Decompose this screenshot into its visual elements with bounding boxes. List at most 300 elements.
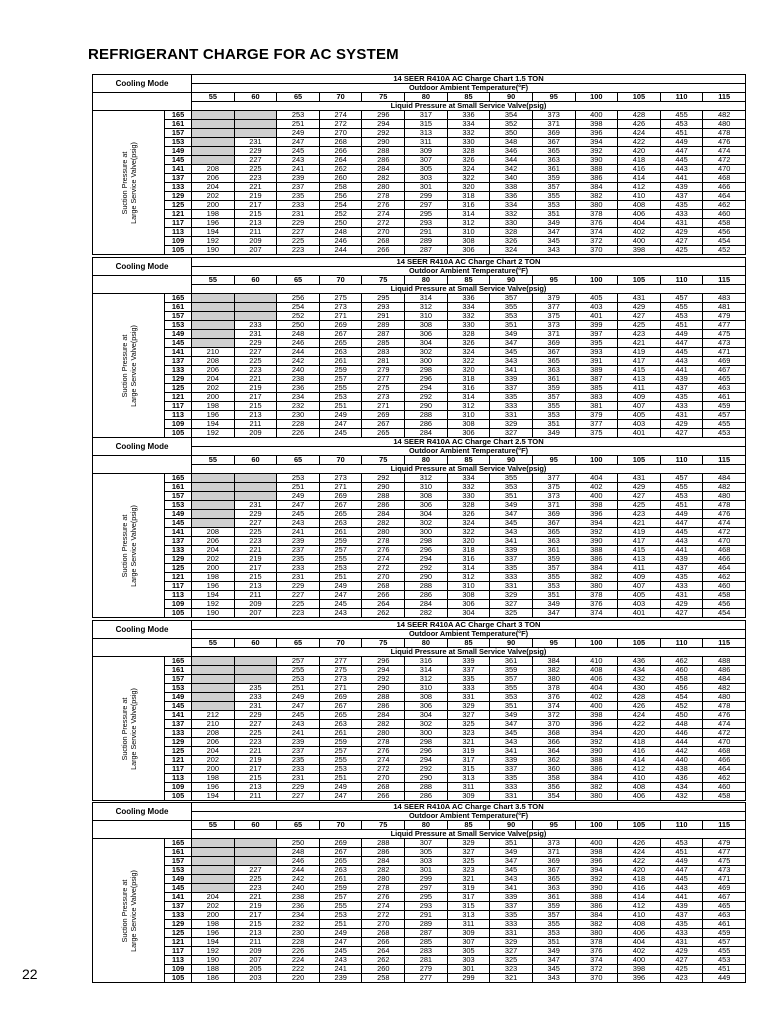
liquid-pressure-value: 213 [234, 929, 277, 938]
liquid-pressure-value: 194 [192, 228, 235, 237]
empty-cell [192, 702, 235, 711]
table-row [93, 693, 746, 702]
suction-pressure-value: 161 [165, 666, 192, 675]
liquid-pressure-value: 379 [532, 294, 575, 303]
liquid-pressure-value: 196 [192, 582, 235, 591]
liquid-pressure-value: 455 [660, 483, 703, 492]
liquid-pressure-value: 225 [234, 165, 277, 174]
liquid-pressure-value: 359 [532, 384, 575, 393]
liquid-pressure-value: 357 [490, 294, 533, 303]
liquid-pressure-value: 223 [277, 609, 320, 618]
liquid-pressure-value: 320 [447, 366, 490, 375]
liquid-pressure-value: 310 [447, 228, 490, 237]
liquid-pressure-value: 479 [703, 312, 746, 321]
liquid-pressure-value: 359 [490, 666, 533, 675]
liquid-pressure-value: 209 [234, 947, 277, 956]
liquid-pressure-value: 343 [490, 738, 533, 747]
liquid-pressure-value: 431 [618, 294, 661, 303]
liquid-pressure-value: 413 [618, 375, 661, 384]
liquid-pressure-value: 294 [362, 120, 405, 129]
temperature-header: 105 [618, 276, 661, 285]
liquid-pressure-value: 344 [490, 156, 533, 165]
liquid-pressure-value: 341 [490, 747, 533, 756]
temperature-header: 95 [532, 821, 575, 830]
charge-table [92, 620, 746, 801]
outdoor-temp-header: Outdoor Ambient Temperature(°F) [192, 630, 746, 639]
liquid-pressure-value: 228 [277, 938, 320, 947]
liquid-pressure-value: 303 [405, 174, 448, 183]
header-spacer [93, 648, 192, 657]
liquid-pressure-value: 361 [532, 375, 575, 384]
temperature-header: 110 [660, 276, 703, 285]
liquid-pressure-value: 353 [490, 483, 533, 492]
liquid-pressure-value: 296 [405, 546, 448, 555]
liquid-pressure-value: 272 [362, 564, 405, 573]
liquid-pressure-value: 347 [490, 339, 533, 348]
table-row [93, 183, 746, 192]
liquid-pressure-value: 355 [532, 573, 575, 582]
temperature-header: 70 [319, 639, 362, 648]
liquid-pressure-value: 293 [405, 219, 448, 228]
temperature-header: 110 [660, 639, 703, 648]
liquid-pressure-value: 248 [319, 228, 362, 237]
liquid-pressure-value: 235 [234, 684, 277, 693]
liquid-pressure-value: 213 [234, 783, 277, 792]
liquid-pressure-value: 373 [532, 839, 575, 848]
liquid-pressure-value: 412 [618, 183, 661, 192]
liquid-pressure-value: 455 [703, 420, 746, 429]
liquid-pressure-value: 427 [660, 609, 703, 618]
liquid-pressure-value: 219 [234, 192, 277, 201]
liquid-pressure-value: 204 [192, 747, 235, 756]
liquid-pressure-value: 482 [703, 483, 746, 492]
suction-pressure-value: 141 [165, 893, 192, 902]
liquid-pressure-value: 431 [660, 219, 703, 228]
liquid-pressure-value: 410 [575, 657, 618, 666]
liquid-pressure-value: 433 [660, 929, 703, 938]
liquid-pressure-value: 472 [703, 156, 746, 165]
suction-pressure-value: 125 [165, 929, 192, 938]
liquid-pressure-value: 312 [447, 573, 490, 582]
liquid-pressure-value: 479 [703, 839, 746, 848]
liquid-pressure-value: 452 [660, 702, 703, 711]
outdoor-temp-header: Outdoor Ambient Temperature(°F) [192, 447, 746, 456]
page-title: REFRIGERANT CHARGE FOR AC SYSTEM [88, 46, 399, 63]
liquid-pressure-value: 405 [618, 591, 661, 600]
liquid-pressure-value: 401 [618, 429, 661, 438]
temperature-header: 100 [575, 639, 618, 648]
liquid-pressure-value: 374 [532, 702, 575, 711]
liquid-pressure-value: 402 [575, 693, 618, 702]
liquid-pressure-value: 336 [447, 111, 490, 120]
empty-cell [192, 294, 235, 303]
liquid-pressure-value: 251 [277, 120, 320, 129]
liquid-pressure-value: 390 [575, 156, 618, 165]
liquid-pressure-value: 475 [703, 857, 746, 866]
liquid-pressure-value: 474 [703, 147, 746, 156]
liquid-pressure-value: 310 [405, 684, 448, 693]
empty-cell [192, 312, 235, 321]
liquid-pressure-value: 241 [277, 729, 320, 738]
liquid-pressure-value: 460 [660, 666, 703, 675]
table-row [93, 246, 746, 255]
liquid-pressure-value: 277 [319, 657, 362, 666]
charge-table [92, 257, 746, 438]
liquid-pressure-value: 222 [277, 965, 320, 974]
liquid-pressure-value: 208 [192, 357, 235, 366]
suction-pressure-value: 113 [165, 774, 192, 783]
liquid-pressure-value: 256 [277, 294, 320, 303]
empty-cell [192, 138, 235, 147]
liquid-pressure-value: 225 [234, 875, 277, 884]
suction-pressure-value: 121 [165, 938, 192, 947]
liquid-pressure-value: 375 [532, 312, 575, 321]
suction-pressure-label-wrap [93, 111, 164, 254]
liquid-pressure-value: 249 [319, 929, 362, 938]
liquid-pressure-value: 223 [234, 738, 277, 747]
table-row [93, 684, 746, 693]
header-spacer [93, 276, 192, 285]
suction-pressure-label [93, 111, 165, 255]
empty-cell [234, 129, 277, 138]
liquid-pressure-value: 370 [532, 720, 575, 729]
liquid-pressure-value: 306 [405, 501, 448, 510]
liquid-pressure-value: 246 [319, 237, 362, 246]
table-row [93, 756, 746, 765]
liquid-pressure-value: 445 [660, 348, 703, 357]
liquid-pressure-value: 385 [575, 384, 618, 393]
liquid-pressure-value: 431 [660, 411, 703, 420]
liquid-pressure-value: 456 [703, 228, 746, 237]
liquid-pressure-value: 464 [703, 765, 746, 774]
liquid-pressure-value: 372 [532, 711, 575, 720]
liquid-pressure-value: 399 [575, 321, 618, 330]
table-row [93, 519, 746, 528]
liquid-pressure-value: 228 [277, 420, 320, 429]
liquid-pressure-value: 213 [234, 582, 277, 591]
liquid-pressure-value: 408 [618, 920, 661, 929]
liquid-pressure-value: 380 [575, 792, 618, 801]
table-row [93, 330, 746, 339]
liquid-pressure-value: 453 [703, 956, 746, 965]
liquid-pressure-value: 463 [703, 384, 746, 393]
liquid-pressure-value: 357 [532, 183, 575, 192]
liquid-pressure-value: 356 [532, 783, 575, 792]
liquid-pressure-value: 289 [405, 920, 448, 929]
liquid-pressure-value: 321 [490, 974, 533, 983]
table-row [93, 657, 746, 666]
liquid-pressure-value: 231 [234, 501, 277, 510]
liquid-pressure-value: 478 [703, 129, 746, 138]
liquid-pressure-value: 249 [319, 783, 362, 792]
liquid-pressure-value: 447 [660, 147, 703, 156]
liquid-pressure-value: 220 [277, 974, 320, 983]
suction-pressure-value: 149 [165, 147, 192, 156]
liquid-pressure-value: 403 [618, 600, 661, 609]
liquid-pressure-value: 310 [447, 582, 490, 591]
liquid-pressure-value: 424 [618, 848, 661, 857]
liquid-pressure-value: 369 [532, 129, 575, 138]
liquid-pressure-value: 441 [660, 546, 703, 555]
temperature-header: 90 [490, 93, 533, 102]
suction-label-line2: Large Service Valve(psig) [128, 869, 138, 952]
liquid-pressure-value: 285 [362, 339, 405, 348]
liquid-pressure-value: 392 [575, 528, 618, 537]
liquid-pressure-value: 270 [319, 129, 362, 138]
liquid-pressure-value: 419 [618, 528, 661, 537]
liquid-pressure-value: 420 [618, 147, 661, 156]
liquid-pressure-value: 473 [703, 866, 746, 875]
liquid-pressure-value: 288 [362, 693, 405, 702]
liquid-pressure-value: 223 [234, 366, 277, 375]
liquid-pressure-value: 308 [447, 237, 490, 246]
temperature-header: 115 [703, 639, 746, 648]
liquid-pressure-value: 431 [660, 938, 703, 947]
liquid-pressure-value: 318 [447, 546, 490, 555]
outdoor-temp-header: Outdoor Ambient Temperature(°F) [192, 267, 746, 276]
liquid-pressure-value: 470 [703, 165, 746, 174]
liquid-pressure-value: 355 [532, 402, 575, 411]
liquid-pressure-value: 225 [234, 357, 277, 366]
liquid-pressure-value: 308 [405, 492, 448, 501]
liquid-pressure-value: 327 [490, 600, 533, 609]
liquid-pressure-value: 238 [277, 375, 320, 384]
cooling-mode-label: Cooling Mode [93, 438, 192, 456]
liquid-pressure-value: 194 [192, 591, 235, 600]
temperature-header: 65 [277, 276, 320, 285]
charge-chart-3-5-ton [92, 802, 746, 982]
liquid-pressure-value: 257 [277, 657, 320, 666]
liquid-pressure-value: 451 [660, 848, 703, 857]
liquid-pressure-value: 253 [319, 393, 362, 402]
liquid-pressure-value: 229 [277, 219, 320, 228]
liquid-pressure-value: 378 [575, 210, 618, 219]
liquid-pressure-value: 351 [532, 938, 575, 947]
liquid-pressure-value: 243 [277, 156, 320, 165]
liquid-pressure-value: 445 [660, 528, 703, 537]
cooling-mode-label: Cooling Mode [93, 258, 192, 276]
liquid-pressure-value: 339 [490, 893, 533, 902]
liquid-pressure-value: 412 [618, 765, 661, 774]
liquid-pressure-value: 328 [490, 228, 533, 237]
suction-pressure-value: 109 [165, 783, 192, 792]
liquid-pressure-value: 252 [319, 210, 362, 219]
liquid-pressure-value: 277 [362, 375, 405, 384]
table-row [93, 312, 746, 321]
liquid-pressure-value: 240 [277, 366, 320, 375]
liquid-pressure-value: 275 [319, 294, 362, 303]
liquid-pressure-value: 368 [532, 729, 575, 738]
liquid-pressure-value: 278 [362, 192, 405, 201]
liquid-pressure-value: 284 [362, 510, 405, 519]
liquid-pressure-value: 378 [532, 684, 575, 693]
liquid-pressure-value: 333 [447, 684, 490, 693]
liquid-pressure-value: 398 [575, 711, 618, 720]
liquid-pressure-value: 227 [234, 348, 277, 357]
cooling-mode-label: Cooling Mode [93, 803, 192, 821]
liquid-pressure-value: 265 [319, 510, 362, 519]
liquid-pressure-value: 235 [277, 192, 320, 201]
suction-pressure-value: 137 [165, 902, 192, 911]
table-row [93, 384, 746, 393]
suction-pressure-value: 121 [165, 573, 192, 582]
liquid-pressure-value: 355 [532, 920, 575, 929]
liquid-pressure-value: 262 [362, 956, 405, 965]
liquid-pressure-value: 207 [234, 246, 277, 255]
liquid-pressure-value: 254 [319, 201, 362, 210]
liquid-pressure-value: 223 [234, 537, 277, 546]
liquid-pressure-value: 304 [447, 609, 490, 618]
liquid-pressure-value: 443 [660, 884, 703, 893]
liquid-pressure-value: 271 [362, 402, 405, 411]
table-row [93, 875, 746, 884]
liquid-pressure-value: 341 [490, 366, 533, 375]
liquid-pressure-value: 431 [618, 474, 661, 483]
empty-cell [234, 111, 277, 120]
liquid-pressure-value: 254 [277, 303, 320, 312]
liquid-pressure-value: 418 [618, 875, 661, 884]
liquid-pressure-value: 312 [405, 474, 448, 483]
liquid-pressure-value: 473 [703, 339, 746, 348]
liquid-pressure-value: 209 [234, 237, 277, 246]
liquid-pressure-value: 339 [447, 657, 490, 666]
liquid-pressure-value: 259 [319, 884, 362, 893]
liquid-pressure-value: 284 [362, 711, 405, 720]
liquid-pressure-value: 311 [447, 783, 490, 792]
liquid-pressure-value: 186 [192, 974, 235, 983]
liquid-pressure-value: 421 [618, 339, 661, 348]
charge-chart-1-5-ton [92, 74, 746, 254]
table-row [93, 156, 746, 165]
liquid-pressure-value: 365 [532, 147, 575, 156]
table-row [93, 729, 746, 738]
liquid-pressure-value: 253 [277, 474, 320, 483]
liquid-pressure-value: 392 [575, 738, 618, 747]
liquid-pressure-value: 247 [319, 792, 362, 801]
liquid-pressure-value: 302 [405, 348, 448, 357]
suction-pressure-value: 157 [165, 129, 192, 138]
liquid-pressure-value: 253 [319, 765, 362, 774]
liquid-pressure-value: 477 [703, 848, 746, 857]
liquid-pressure-value: 288 [405, 411, 448, 420]
liquid-pressure-value: 304 [405, 711, 448, 720]
liquid-pressure-value: 308 [405, 321, 448, 330]
liquid-pressure-value: 466 [703, 756, 746, 765]
liquid-pressure-value: 361 [532, 165, 575, 174]
liquid-pressure-value: 484 [703, 675, 746, 684]
suction-pressure-value: 125 [165, 201, 192, 210]
liquid-pressure-value: 279 [362, 366, 405, 375]
liquid-pressure-value: 309 [447, 929, 490, 938]
liquid-pressure-value: 424 [618, 711, 661, 720]
liquid-pressure-value: 404 [575, 684, 618, 693]
liquid-pressure-value: 207 [234, 609, 277, 618]
liquid-pressure-value: 438 [660, 765, 703, 774]
liquid-pressure-value: 351 [490, 492, 533, 501]
liquid-pressure-value: 196 [192, 411, 235, 420]
liquid-pressure-value: 475 [703, 330, 746, 339]
liquid-pressure-value: 380 [575, 582, 618, 591]
liquid-pressure-value: 410 [618, 774, 661, 783]
liquid-pressure-value: 425 [618, 501, 661, 510]
liquid-pressure-value: 207 [234, 956, 277, 965]
temperature-header: 100 [575, 456, 618, 465]
liquid-pressure-value: 312 [405, 675, 448, 684]
liquid-pressure-value: 454 [660, 693, 703, 702]
liquid-pressure-value: 395 [575, 339, 618, 348]
empty-cell [234, 120, 277, 129]
liquid-pressure-value: 357 [490, 675, 533, 684]
liquid-pressure-value: 260 [362, 965, 405, 974]
liquid-pressure-value: 370 [575, 246, 618, 255]
liquid-pressure-value: 225 [234, 528, 277, 537]
liquid-pressure-value: 261 [319, 357, 362, 366]
liquid-pressure-value: 233 [277, 765, 320, 774]
liquid-pressure-value: 455 [660, 111, 703, 120]
liquid-pressure-value: 300 [405, 357, 448, 366]
liquid-pressure-value: 288 [362, 839, 405, 848]
liquid-pressure-value: 245 [319, 600, 362, 609]
liquid-pressure-value: 314 [447, 564, 490, 573]
liquid-pressure-value: 349 [532, 600, 575, 609]
liquid-pressure-value: 357 [532, 564, 575, 573]
liquid-pressure-value: 353 [532, 201, 575, 210]
liquid-pressure-value: 227 [234, 519, 277, 528]
liquid-pressure-value: 367 [532, 866, 575, 875]
liquid-pressure-value: 307 [405, 156, 448, 165]
temperature-header: 95 [532, 93, 575, 102]
liquid-pressure-value: 249 [319, 582, 362, 591]
liquid-pressure-value: 306 [447, 246, 490, 255]
liquid-pressure-value: 422 [618, 720, 661, 729]
suction-pressure-label [93, 657, 165, 801]
liquid-pressure-value: 231 [234, 138, 277, 147]
liquid-pressure-value: 217 [234, 911, 277, 920]
table-row [93, 375, 746, 384]
liquid-pressure-value: 429 [618, 483, 661, 492]
liquid-pressure-value: 251 [277, 483, 320, 492]
liquid-pressure-value: 345 [490, 348, 533, 357]
empty-cell [192, 303, 235, 312]
liquid-pressure-value: 215 [234, 402, 277, 411]
suction-pressure-label-text [120, 505, 138, 587]
liquid-pressure-value: 451 [703, 965, 746, 974]
liquid-pressure-value: 317 [405, 111, 448, 120]
liquid-pressure-value: 305 [405, 848, 448, 857]
liquid-pressure-value: 453 [660, 492, 703, 501]
empty-cell [192, 321, 235, 330]
empty-cell [234, 657, 277, 666]
suction-pressure-value: 129 [165, 738, 192, 747]
liquid-pressure-value: 380 [575, 929, 618, 938]
suction-label-line1: Suction Pressure at [119, 879, 129, 942]
liquid-pressure-value: 332 [447, 312, 490, 321]
liquid-pressure-value: 386 [575, 902, 618, 911]
suction-pressure-value: 137 [165, 357, 192, 366]
suction-pressure-value: 129 [165, 192, 192, 201]
suction-pressure-label [93, 294, 165, 438]
liquid-pressure-value: 251 [277, 684, 320, 693]
liquid-pressure-value: 247 [277, 138, 320, 147]
liquid-pressure-value: 376 [532, 693, 575, 702]
liquid-pressure-value: 451 [660, 321, 703, 330]
liquid-pressure-value: 266 [362, 591, 405, 600]
liquid-pressure-value: 351 [490, 839, 533, 848]
liquid-pressure-value: 449 [660, 138, 703, 147]
suction-pressure-value: 137 [165, 174, 192, 183]
liquid-pressure-value: 347 [490, 720, 533, 729]
liquid-pressure-value: 206 [192, 537, 235, 546]
